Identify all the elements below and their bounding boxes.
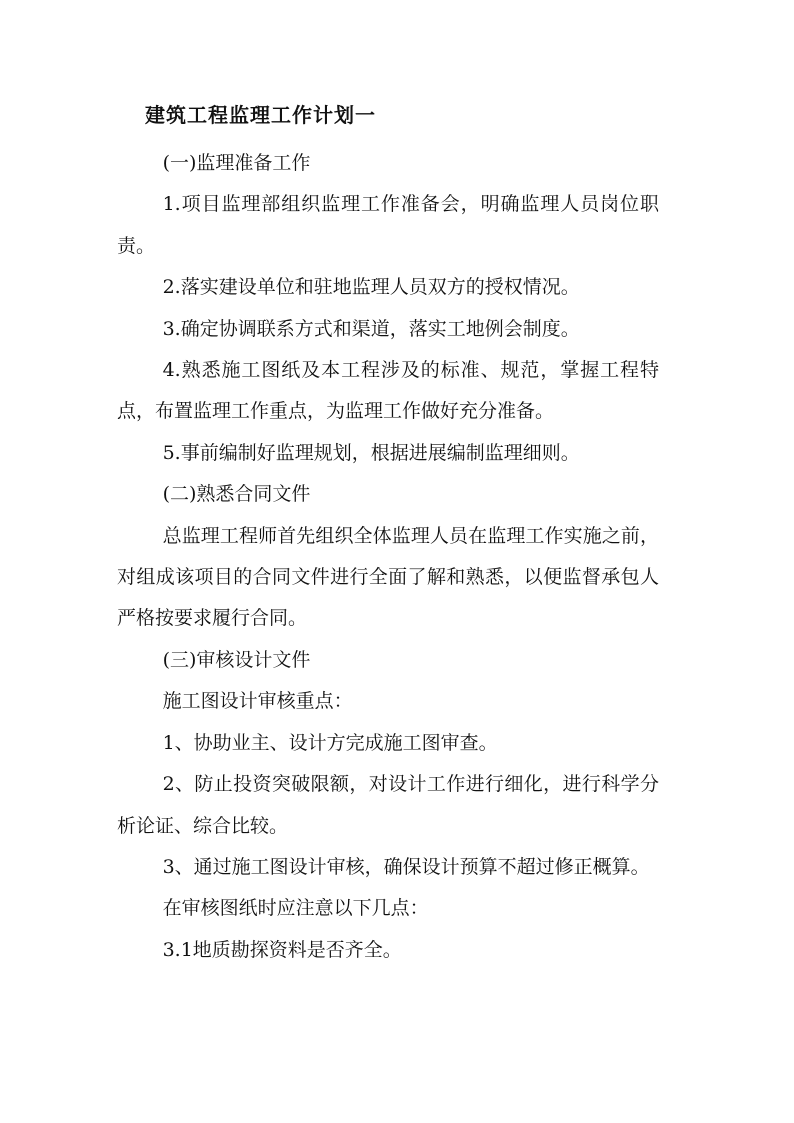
paragraph: 1、协助业主、设计方完成施工图审查。: [162, 731, 498, 754]
paragraph-section-2-heading: (二)熟悉合同文件: [162, 483, 311, 506]
paragraph: 2.落实建设单位和驻地监理人员双方的授权情况。: [162, 276, 580, 299]
paragraph: 4.熟悉施工图纸及本工程涉及的标准、规范，掌握工程特点，布置监理工作重点，为监理工作做好充分准备。: [117, 359, 659, 423]
paragraph: 3、通过施工图设计审核，确保设计预算不超过修正概算。: [162, 855, 650, 878]
paragraph: 总监理工程师首先组织全体监理人员在监理工作实施之前，对组成该项目的合同文件进行全面了解和熟悉，以便监督承包人严格按要求履行合同。: [117, 524, 659, 630]
paragraph-section-3-heading: (三)审核设计文件: [162, 648, 311, 671]
paragraph: 3.1地质勘探资料是否齐全。: [162, 938, 402, 961]
paragraph: 在审核图纸时应注意以下几点：: [162, 897, 429, 920]
paragraph: 施工图设计审核重点：: [162, 690, 353, 713]
document-body: [117, 143, 659, 971]
paragraph: 2、防止投资突破限额，对设计工作进行细化，进行科学分析论证、综合比较。: [117, 773, 659, 837]
paragraph: 3.确定协调联系方式和渠道，落实工地例会制度。: [162, 317, 580, 340]
paragraph-section-1-heading: (一)监理准备工作: [162, 152, 311, 174]
paragraph: 1.项目监理部组织监理工作准备会，明确监理人员岗位职责。: [117, 193, 659, 257]
paragraph: 5.事前编制好监理规划，根据进展编制监理细则。: [162, 441, 580, 464]
document-title: 建筑工程监理工作计划一: [145, 103, 376, 127]
